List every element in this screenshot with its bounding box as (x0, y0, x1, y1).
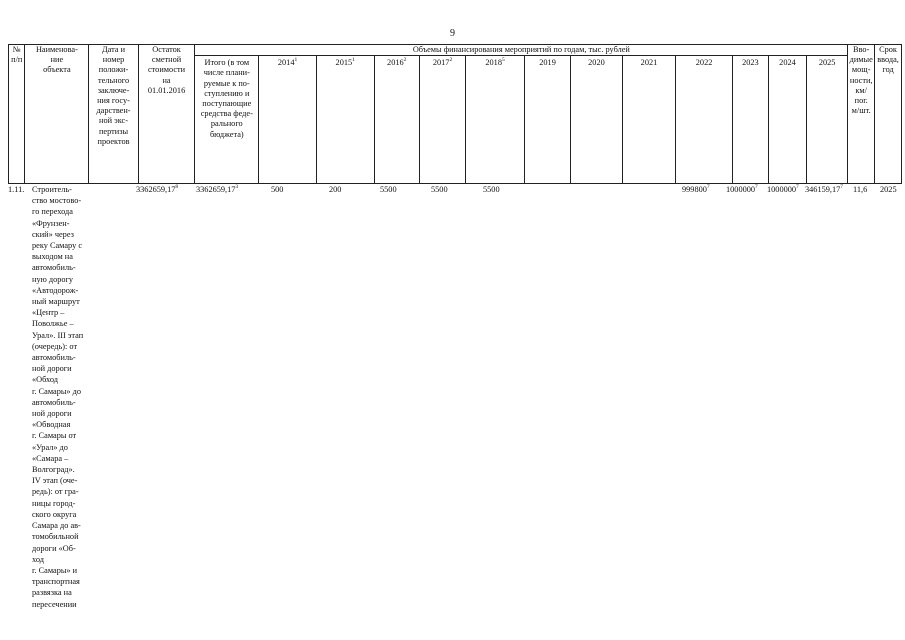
row-2023: 1000000$^7$ (726, 184, 758, 194)
row-remainder: 3362659,17$^8$ (136, 184, 179, 194)
object-name-line: Строитель- (32, 185, 72, 194)
header-capacity: Вво- димые мощ- ности, км/ пог. м/шт. (848, 45, 875, 184)
object-name-line: автомобиль- (32, 353, 76, 363)
object-name-line: реку Самару с (32, 241, 83, 251)
row-2017: 5500 (431, 185, 448, 194)
row-2022: 999800$^7$ (682, 184, 710, 194)
object-name-line: «Самара – (32, 453, 69, 463)
object-name-line: ход (32, 554, 44, 564)
object-name-line: «Автодорож- (32, 285, 79, 295)
header-year-2024: 2024 (768, 56, 806, 184)
object-name-line: транспортная (32, 577, 80, 587)
object-name-line: Самара до ав- (32, 521, 81, 531)
row-total: 3362659,17$^3$ (196, 184, 239, 194)
row-object-name (32, 184, 94, 610)
object-name-line: дороги «Об- (32, 543, 76, 553)
header-year-2017: 2017$^2$ (419, 56, 465, 184)
header-total: Итого (в том числе плани- руемые к по- ступлению и поступающие средства феде- рального бюджета) (195, 56, 259, 184)
object-name-line: Поволжье – (32, 319, 74, 329)
object-name-line: «Обводная (32, 420, 71, 430)
row-2024: 1000000$^7$ (767, 184, 799, 194)
row-num: 1.11. (8, 185, 25, 194)
header-year-2023: 2023 (732, 56, 768, 184)
object-name-line: ский» через (32, 229, 74, 239)
header-funding-volumes: Объемы финансирования мероприятий по годам, тыс. рублей (195, 45, 848, 56)
row-2015: 200 (329, 185, 342, 194)
header-year-2016: 2016$^2$ (374, 56, 419, 184)
object-name-line: ной дороги (32, 364, 72, 374)
object-name-line: ского округа (32, 509, 77, 519)
object-name-line: редь): от гра- (32, 487, 79, 497)
header-year-2019: 2019 (524, 56, 570, 184)
row-2018: 5500 (483, 185, 500, 194)
object-name-line: IV этап (оче- (32, 476, 78, 486)
header-year-2014: 2014$^1$ (259, 56, 317, 184)
object-name-line: томобильной (32, 532, 79, 542)
row-capacity: 11,6 (853, 185, 868, 194)
object-name-line: автомобиль- (32, 263, 76, 273)
object-name-line: выходом на (32, 252, 73, 262)
object-name-line: «Урал» до (32, 442, 68, 452)
object-name-line: го перехода (32, 207, 73, 217)
object-name-line: ной дороги (32, 409, 72, 419)
header-num: № п/п (9, 45, 25, 184)
header-expertise-date: Дата и номер положи- тельного заключе- ния госу- дарствен- ной экс- пертизы проектов (89, 45, 138, 184)
object-name-line: ную дорогу (32, 274, 74, 284)
object-name-line: автомобиль- (32, 397, 76, 407)
header-year-2021: 2021 (622, 56, 676, 184)
object-name-line: пересечении (32, 599, 77, 609)
financing-table-header (8, 44, 902, 184)
object-name-line: «Обход (32, 375, 59, 385)
header-object-name: Наименова- ние объекта (25, 45, 89, 184)
object-name-line: ницы город- (32, 498, 76, 508)
row-2025: 346159,17$^7$ (805, 184, 844, 194)
header-remainder: Остаток сметной стоимости на 01.01.2016 (138, 45, 195, 184)
header-deadline: Срок ввода, год (875, 45, 902, 184)
row-2014: 500 (271, 185, 284, 194)
object-name-line: ство мостово- (32, 196, 82, 206)
header-year-2018: 2018$^5$ (466, 56, 525, 184)
header-year-2020: 2020 (571, 56, 622, 184)
header-year-2015: 2015$^1$ (316, 56, 374, 184)
object-name-line: Урал». III этап (32, 330, 84, 340)
header-year-2025: 2025 (807, 56, 848, 184)
object-name-line: развязка на (32, 588, 72, 598)
object-name-line: «Центр – (32, 308, 65, 318)
object-name-line: «Фрунзен- (32, 218, 70, 228)
object-name-line: (очередь): от (32, 341, 78, 351)
object-name-line: г. Самары» и (32, 565, 78, 575)
object-name-line: г. Самары от (32, 431, 77, 441)
row-deadline: 2025 (880, 185, 897, 194)
object-name-line: ный маршрут (32, 297, 80, 307)
header-year-2022: 2022 (676, 56, 733, 184)
object-name-line: Волгоград». (32, 465, 75, 475)
page-number: 9 (450, 28, 455, 39)
row-2016: 5500 (380, 185, 397, 194)
object-name-line: г. Самары» до (32, 386, 82, 396)
